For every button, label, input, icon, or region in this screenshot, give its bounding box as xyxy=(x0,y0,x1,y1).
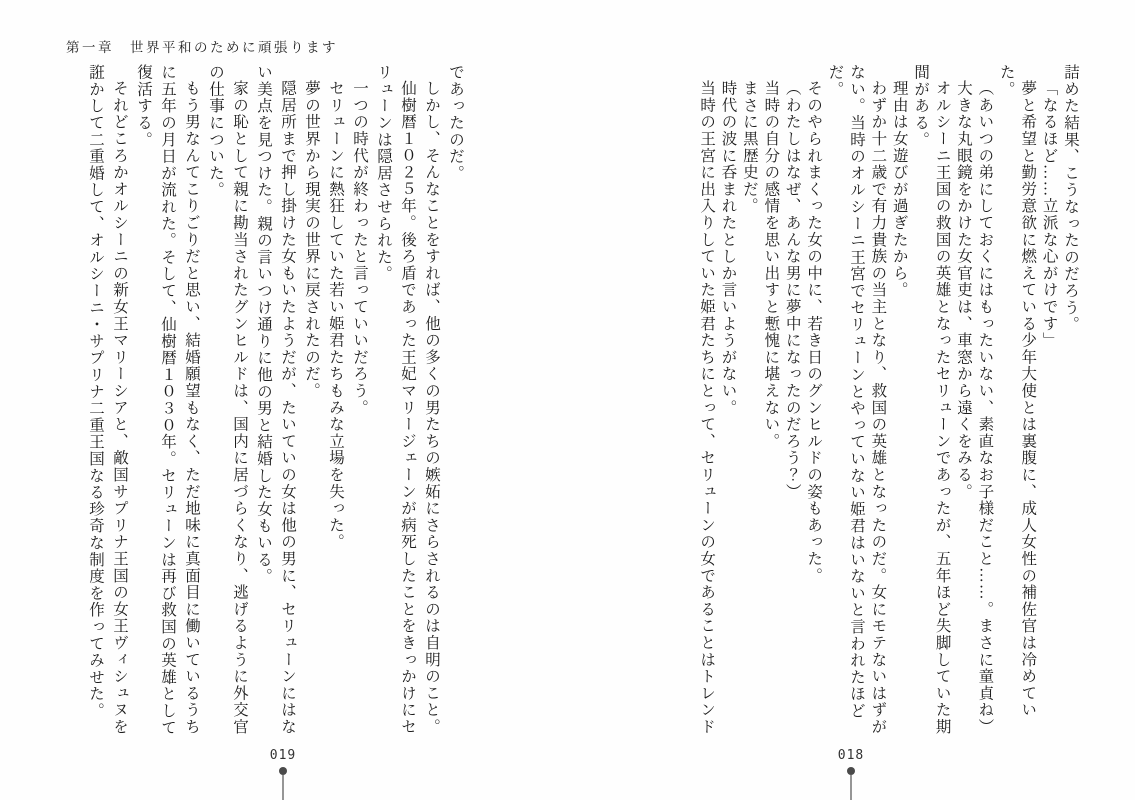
page-marker-dot xyxy=(279,767,287,775)
paragraph: 「なるほど……立派な心がけです」 xyxy=(1040,79,1058,349)
paragraph: それどころかオルシーニの新女王マリーシアと、敵国サプリナ王国の女王ヴィシュヌを誑かして二重婚して、オルシーニ・サプリナ二重王国なる珍奇な制度を作ってみせた。 xyxy=(87,64,128,735)
paragraph: オルシーニ王国の救国の英雄となったセリューンであったが、五年ほど失脚していた期間がある。 xyxy=(912,64,951,735)
paragraph: 仙樹暦１０２５年。後ろ盾であった王妃マリージェーンが病死したことをきっかけにセリューンは隠居させられた。 xyxy=(375,64,416,735)
page-marker-line xyxy=(850,775,852,800)
paragraph: わずか十二歳で有力貴族の当主となり、救国の英雄となったのだ。女にモテないはずがない。当時のオルシーニ王宮でセリューンとやっていない姫君はいないと言われたほどだ。 xyxy=(826,64,887,735)
paragraph: 時代の波に呑まれたとしか言いようがない。 xyxy=(719,79,737,416)
page-019-text-block xyxy=(79,64,467,742)
paragraph: そのやられまくった女の中に、若き日のグンヒルドの姿もあった。 xyxy=(805,79,823,584)
paragraph: セリューンに熱狂していた若い姫君たちもみな立場を失った。 xyxy=(327,79,344,550)
paragraph: であったのだ。 xyxy=(447,64,464,182)
page-marker-019 xyxy=(261,748,305,800)
page-number-019: 019 xyxy=(269,748,297,763)
paragraph: もう男なんてこりごりだと思い、結婚願望もなく、ただ地味に真面目に働いているうちに五年の月日が流れた。そして、仙樹暦１０３０年。セリューンは再び救国の英雄として復活する。 xyxy=(135,64,200,736)
paragraph: 詰めた結果、こうなったのだろう。 xyxy=(1062,64,1079,333)
paragraph: 当時の自分の感情を思い出すと慙愧に堪えない。 xyxy=(762,79,780,450)
paragraph: 夢と希望と勤労意欲に燃えている少年大使とは裏腹に、成人女性の補佐官は冷めていた。 xyxy=(997,64,1037,718)
paragraph: 理由は女遊びが過ぎたから。 xyxy=(890,79,908,298)
page-018-text-block xyxy=(698,64,1081,742)
paragraph: 大きな丸眼鏡をかけた女官吏は、車窓から遠くをみる。 xyxy=(954,79,972,500)
page-number-018: 018 xyxy=(837,748,865,763)
paragraph: （わたしはなぜ、あんな男に夢中になったのだろう？） xyxy=(783,79,801,500)
paragraph: 隠居所まで押し掛けた女もいたようだが、たいていの女は他の男に、セリューンにはない美点を見つけた。親の言いつけ通りに他の男と結婚した女もいる。 xyxy=(255,64,296,735)
paragraph: 当時の王宮に出入りしていた姫君たちにとって、セリューンの女であることはトレンド xyxy=(698,79,716,735)
paragraph: まさに黒歴史だ。 xyxy=(740,79,758,214)
page-marker-dot xyxy=(847,767,855,775)
paragraph: （あいつの弟にしておくにはもったいない、素直なお子様だこと……。まさに童貞ね） xyxy=(976,79,994,735)
paragraph: 夢の世界から現実の世界に戻されたのだ。 xyxy=(303,79,320,399)
paragraph: しかし、そんなことをすれば、他の多くの男たちの嫉妬にさらされるのは自明のこと。 xyxy=(423,79,440,735)
paragraph: 家の恥として親に勘当されたグンヒルドは、国内に居づらくなり、逃げるように外交官の仕事についた。 xyxy=(207,64,248,735)
paragraph: 一つの時代が終わったと言っていいだろう。 xyxy=(351,79,368,416)
page-marker-018 xyxy=(829,748,873,800)
page-marker-line xyxy=(282,775,284,800)
chapter-header: 第一章 世界平和のために頑張ります xyxy=(66,40,338,55)
